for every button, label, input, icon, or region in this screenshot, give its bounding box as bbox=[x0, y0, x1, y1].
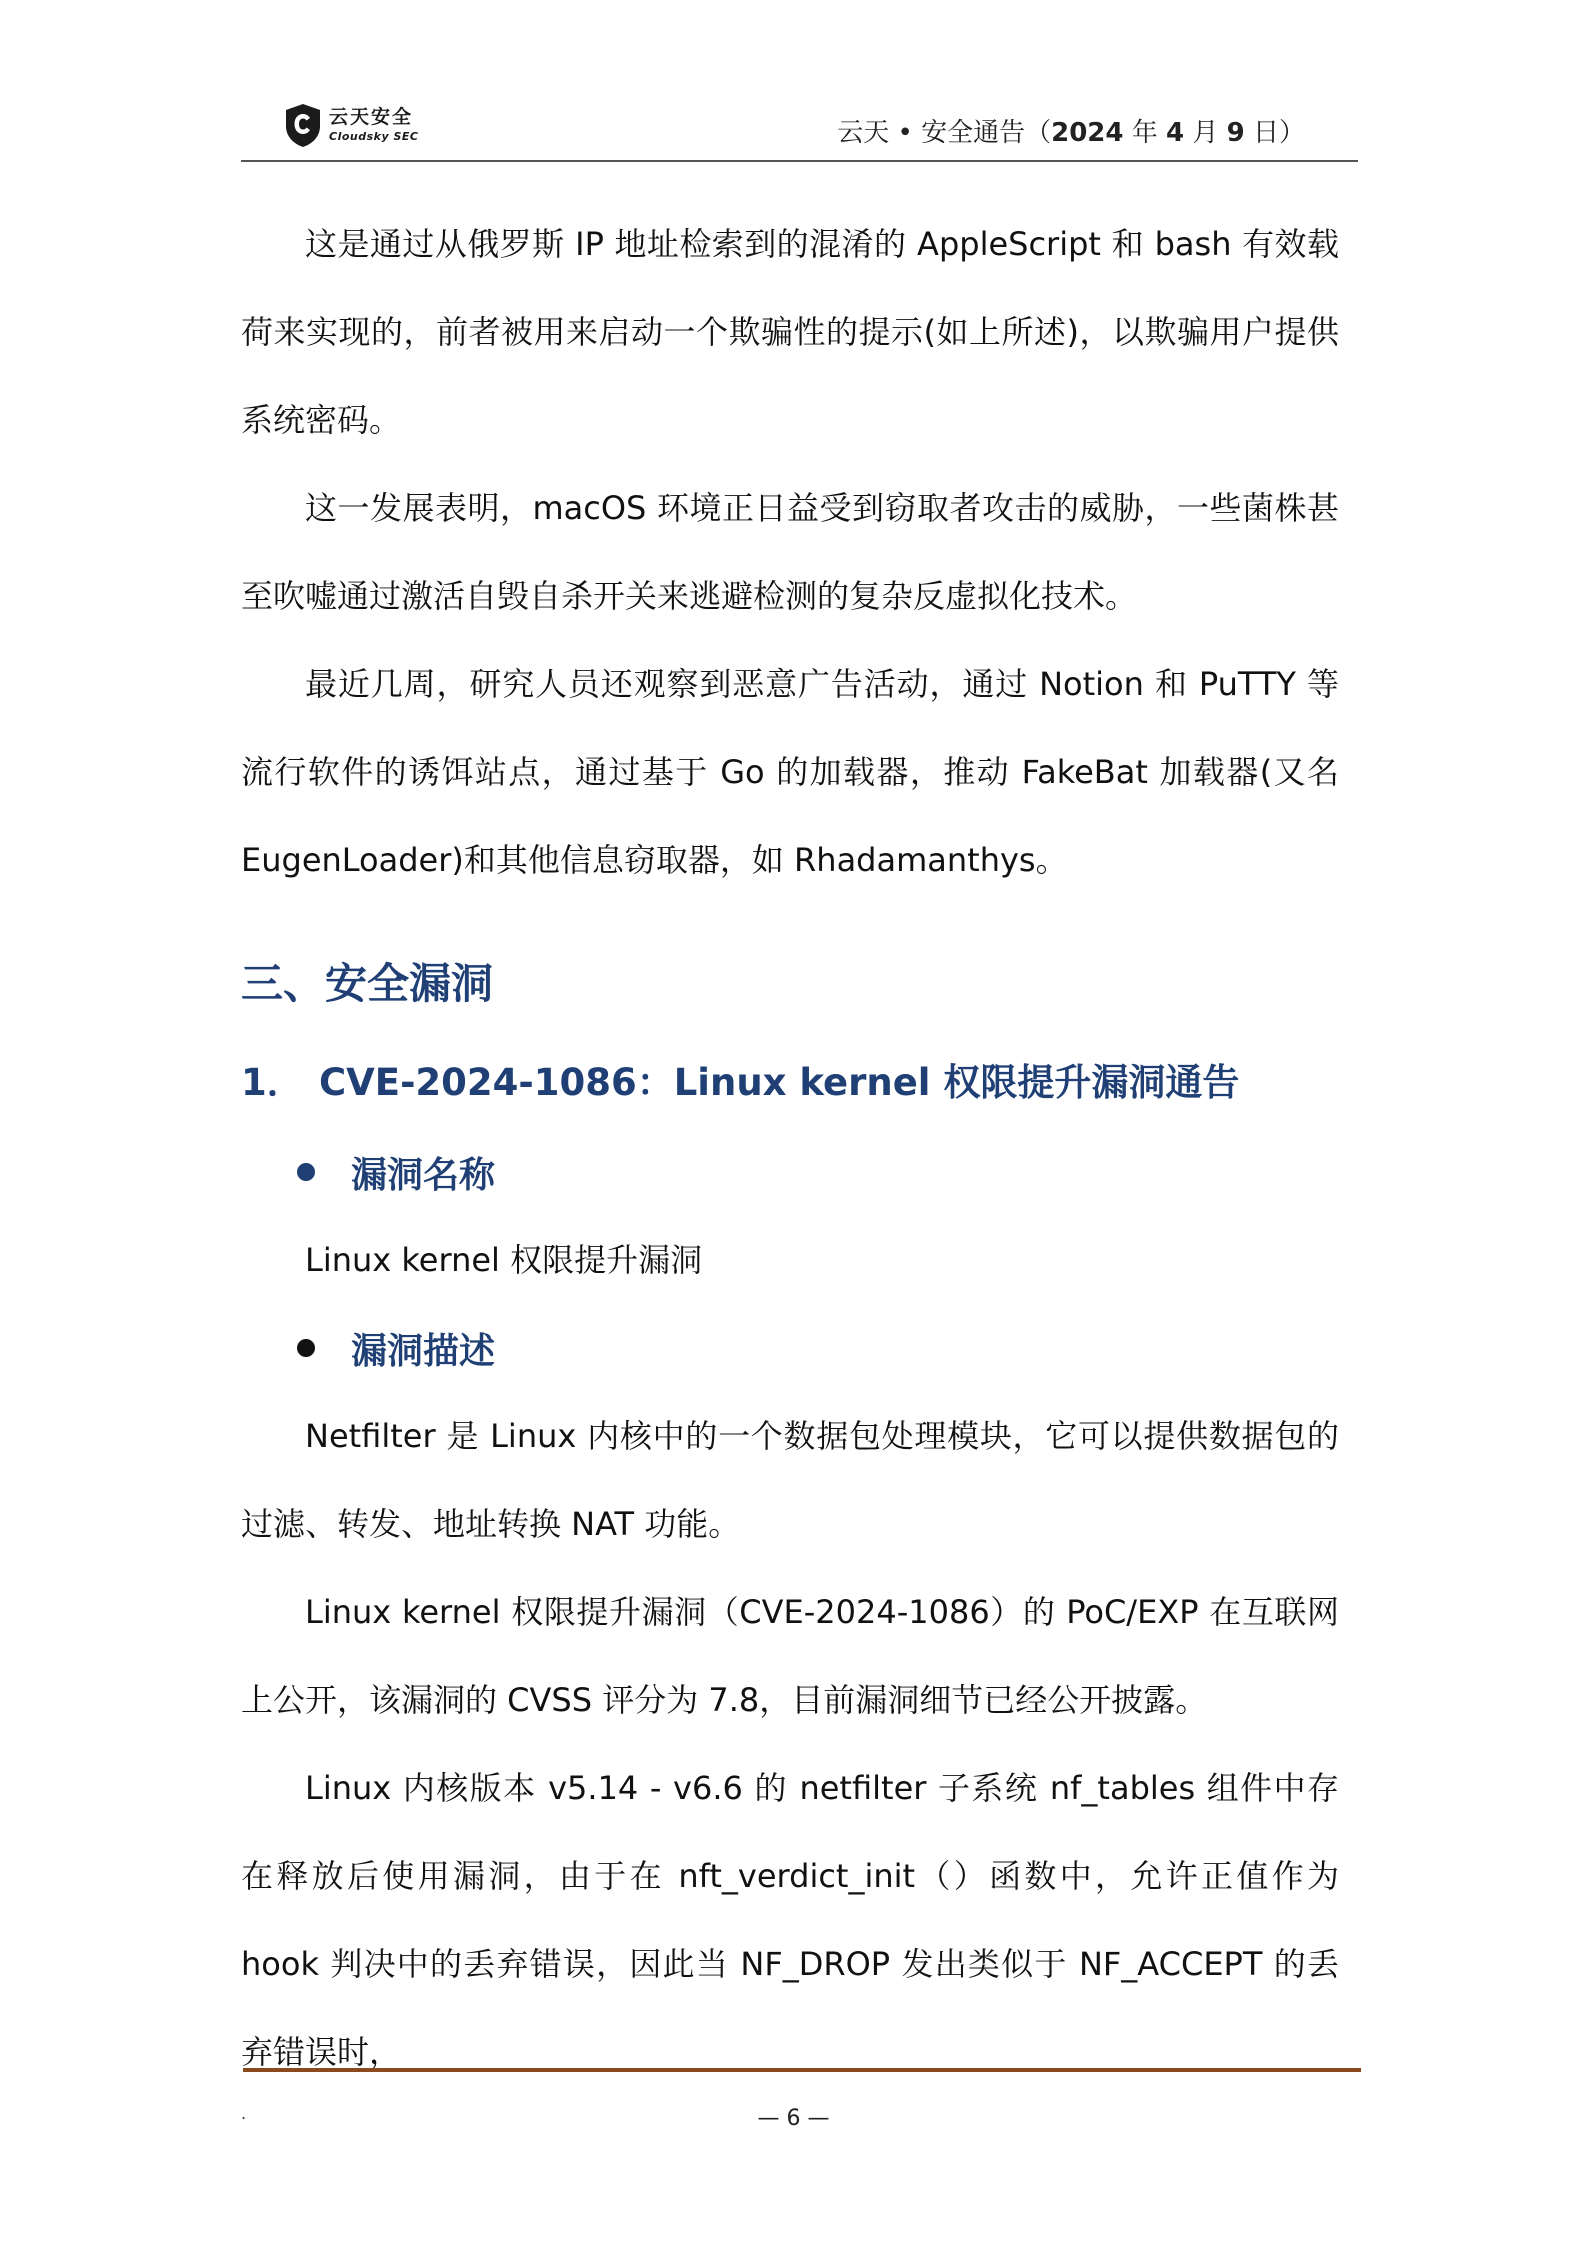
intro-paragraph-1: 这是通过从俄罗斯 IP 地址检索到的混淆的 AppleScript 和 bash 有效载荷来实现的，前者被用来启动一个欺骗性的提示(如上所述)，以欺骗用户提供系统密码。 bbox=[241, 225, 1339, 439]
vulnerability-number: 1． bbox=[241, 1061, 304, 1104]
bulletin-year: 2024 bbox=[1051, 118, 1124, 148]
bulletin-title-suffix: 日） bbox=[1244, 118, 1305, 148]
intro-paragraph-2: 这一发展表明，macOS 环境正日益受到窃取者攻击的威胁，一些菌株甚至吹嘘通过激活自毁自杀开关来逃避检测的复杂反虚拟化技术。 bbox=[241, 489, 1339, 615]
footer-mark: . bbox=[241, 2104, 247, 2123]
vuln-desc-paragraph-3: Linux 内核版本 v5.14 - v6.6 的 netfilter 子系统 nf_tables 组件中存在释放后使用漏洞，由于在 nft_verdict_init（）函数中，允许正值作为 hook 判决中的丢弃错误，因此当 NF_DROP 发出类似于 NF_ACCEPT 的丢弃错误时， bbox=[241, 1769, 1339, 2071]
vuln-name-label: 漏洞名称 bbox=[351, 1154, 496, 1196]
main-content bbox=[241, 200, 1339, 2096]
vuln-desc-label: 漏洞描述 bbox=[351, 1330, 496, 1372]
bulletin-title-year-unit: 年 bbox=[1123, 118, 1167, 148]
footer-divider bbox=[243, 2068, 1361, 2072]
vulnerability-title: CVE-2024-1086：Linux kernel 权限提升漏洞通告 bbox=[319, 1061, 1240, 1104]
bulletin-title-month-unit: 月 bbox=[1184, 118, 1227, 148]
bulletin-month: 4 bbox=[1166, 118, 1185, 148]
logo-chinese-text: 云天安全 bbox=[329, 106, 414, 128]
bulletin-title-prefix: 云天 • 安全通告（ bbox=[837, 118, 1052, 148]
header-divider bbox=[241, 160, 1358, 162]
intro-paragraph-3: 最近几周，研究人员还观察到恶意广告活动，通过 Notion 和 PuTTY 等流行软件的诱饵站点，通过基于 Go 的加载器，推动 FakeBat 加载器(又名 EugenLoader)和其他信息窃取器，如 Rhadamanthys。 bbox=[241, 665, 1339, 879]
vuln-desc-bullet bbox=[241, 1304, 1339, 1392]
shield-logo-icon bbox=[283, 102, 323, 148]
vulnerability-heading bbox=[241, 1038, 1339, 1128]
logo-english-text: Cloudsky SEC bbox=[329, 130, 419, 143]
page-header bbox=[241, 92, 1359, 160]
vuln-desc-paragraph-1: Netfilter 是 Linux 内核中的一个数据包处理模块，它可以提供数据包的过滤、转发、地址转换 NAT 功能。 bbox=[241, 1417, 1339, 1543]
bulletin-day: 9 bbox=[1226, 118, 1245, 148]
vuln-name-bullet bbox=[241, 1128, 1339, 1216]
page-number: — 6 — bbox=[757, 2106, 830, 2131]
bullet-dot-icon bbox=[297, 1339, 315, 1357]
bullet-dot-icon bbox=[297, 1163, 315, 1181]
bulletin-title bbox=[837, 112, 1305, 149]
section-heading-security-vulnerabilities: 三、安全漏洞 bbox=[241, 959, 494, 1008]
vuln-name-value: Linux kernel 权限提升漏洞 bbox=[305, 1241, 703, 1279]
cloudsky-logo bbox=[283, 100, 418, 150]
vuln-desc-paragraph-2: Linux kernel 权限提升漏洞（CVE-2024-1086）的 PoC/EXP 在互联网上公开，该漏洞的 CVSS 评分为 7.8，目前漏洞细节已经公开披露。 bbox=[241, 1593, 1339, 1719]
